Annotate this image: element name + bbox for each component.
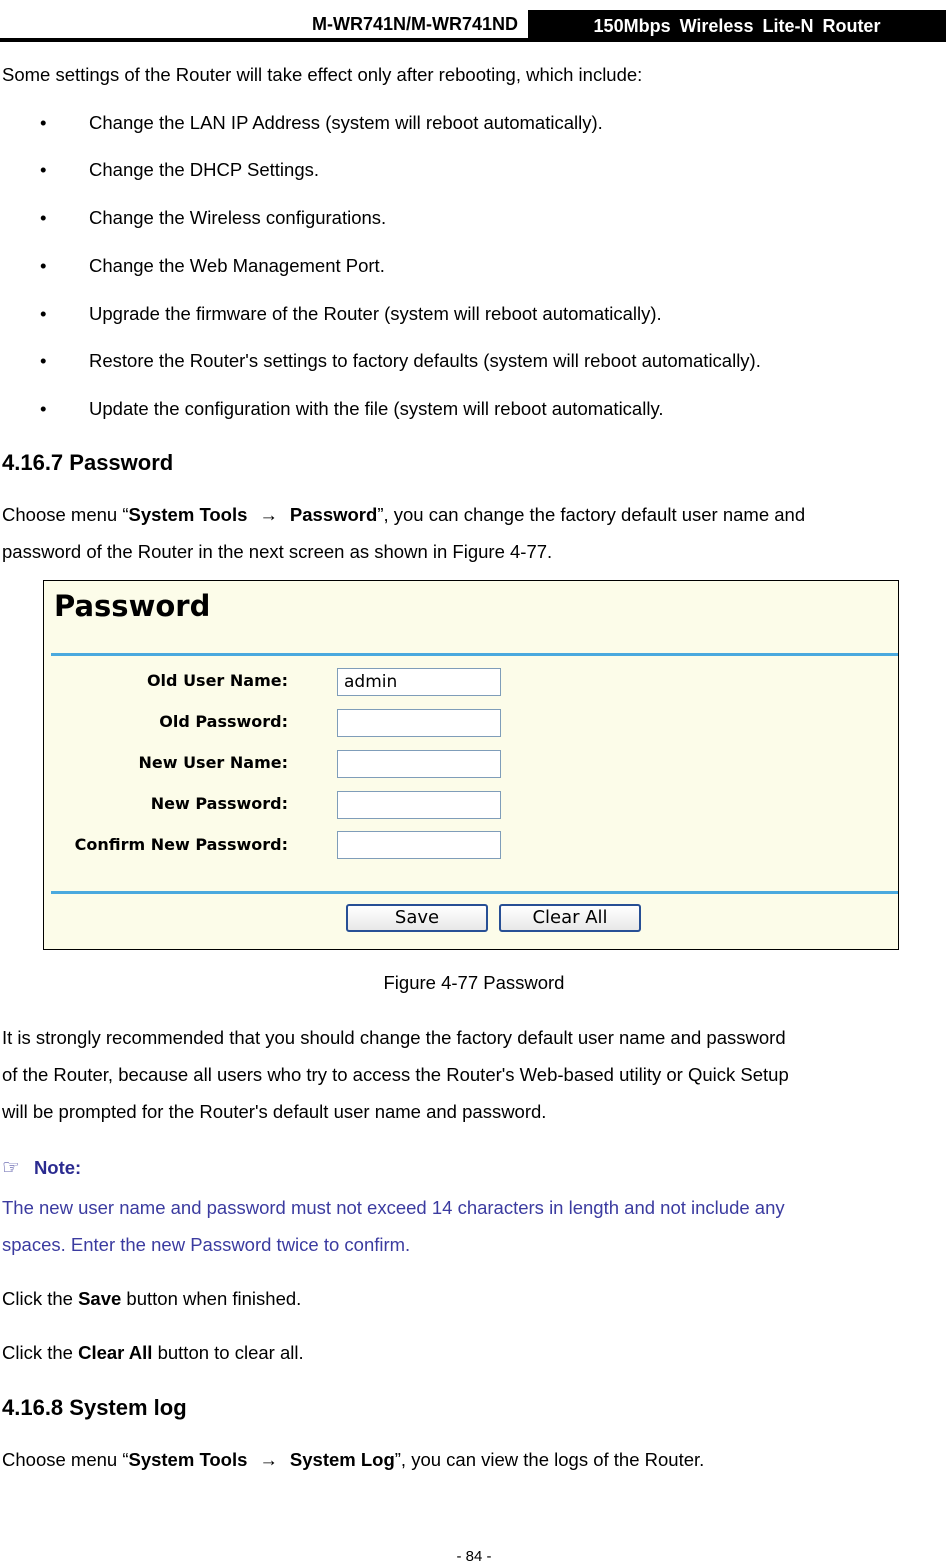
clear-instruction: Click the Clear All button to clear all. [2,1342,304,1363]
old-user-name-input[interactable]: admin [337,668,501,696]
list-item: Change the LAN IP Address (system will reboot automatically). [89,112,603,133]
list-item: Change the Web Management Port. [89,255,385,276]
menu-system-tools: System Tools [128,1449,248,1470]
intro-text: Some settings of the Router will take effect only after rebooting, which include: [2,64,643,85]
old-password-label: Old Password: [159,712,288,731]
figure-caption: Figure 4-77 Password [383,972,565,993]
new-user-name-label: New User Name: [138,753,288,772]
list-item: Change the Wireless configurations. [89,207,387,228]
confirm-password-label: Confirm New Password: [74,835,288,854]
bullet-dot: • [40,207,47,228]
new-password-label: New Password: [150,794,288,813]
save-button[interactable]: Save [346,904,488,932]
divider [51,891,898,894]
note-line: The new user name and password must not exceed 14 characters in length and not include any [2,1197,785,1218]
header-rule [0,38,528,42]
menu-password: Password [289,504,378,525]
divider [51,653,898,656]
password-screenshot [43,580,899,950]
paragraph-line: of the Router, because all users who try to access the Router's Web-based utility or Quick Setup [2,1064,789,1085]
confirm-password-input[interactable] [337,831,501,859]
old-user-name-label: Old User Name: [146,671,288,690]
save-instruction: Click the Save button when finished. [2,1288,302,1309]
paragraph-line: will be prompted for the Router's default user name and password. [2,1101,547,1122]
page-header [0,10,948,42]
arrow-icon: → [259,504,278,525]
product-name: 150Mbps Wireless Lite-N Router [528,10,946,42]
bullet-dot: • [40,303,47,324]
menu-system-tools: System Tools [128,504,248,525]
new-password-input[interactable] [337,791,501,819]
figure-title: Password [54,589,211,623]
page-number: - 84 - [456,1548,492,1565]
clear-all-button[interactable]: Clear All [499,904,641,932]
arrow-icon: → [259,1449,278,1470]
list-item: Restore the Router's settings to factory defaults (system will reboot automatically). [89,350,761,371]
system-log-menu-text: Choose menu “System Tools → System Log”, you can view the logs of the Router. [2,1449,705,1470]
note-line: spaces. Enter the new Password twice to confirm. [2,1234,411,1255]
pointing-hand-icon: ☞ [2,1155,20,1179]
bullet-dot: • [40,398,47,419]
bullet-dot: • [40,112,47,133]
note-heading: ☞ Note: [2,1155,82,1179]
bullet-dot: • [40,159,47,180]
section-heading-password: 4.16.7 Password [2,450,174,475]
password-menu-text: Choose menu “System Tools → Password”, you can change the factory default user name and [2,504,806,525]
list-item: Change the DHCP Settings. [89,159,320,180]
bullet-dot: • [40,255,47,276]
list-item: Upgrade the firmware of the Router (system will reboot automatically). [89,303,662,324]
bullet-dot: • [40,350,47,371]
old-password-input[interactable] [337,709,501,737]
password-menu-text-2: password of the Router in the next screen as shown in Figure 4-77. [2,541,553,562]
menu-system-log: System Log [289,1449,395,1470]
paragraph-line: It is strongly recommended that you should change the factory default user name and password [2,1027,786,1048]
model-name: M-WR741N/M-WR741ND [311,14,518,34]
new-user-name-input[interactable] [337,750,501,778]
list-item: Update the configuration with the file (system will reboot automatically. [89,398,664,419]
section-heading-system-log: 4.16.8 System log [2,1395,187,1420]
